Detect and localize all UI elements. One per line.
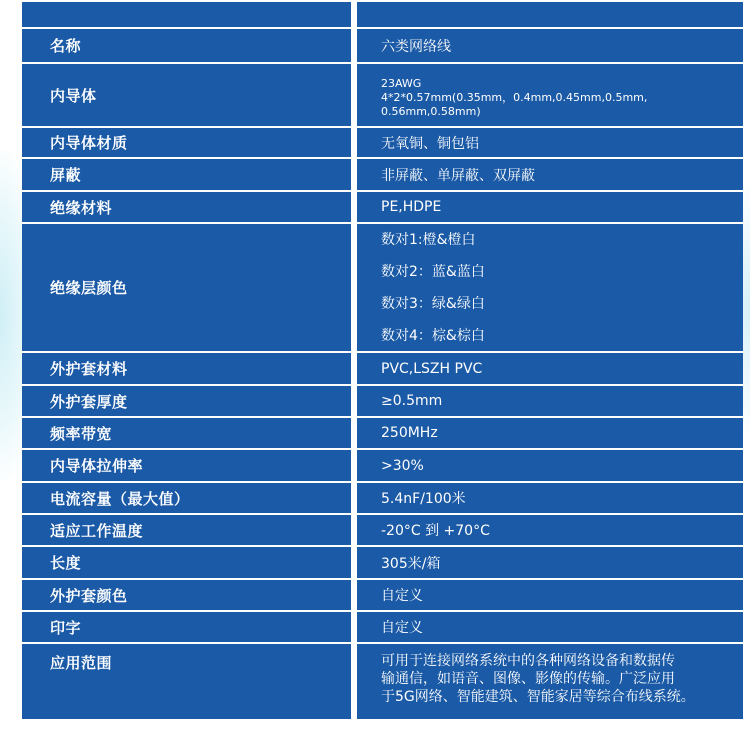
row-value: >30%: [381, 457, 424, 474]
value-line: 数对1:橙&橙白: [381, 231, 476, 248]
row-label: 印字: [50, 618, 82, 637]
row-label: 适应工作温度: [50, 521, 144, 540]
row-label: 电流容量（最大值）: [50, 489, 190, 508]
row-value: PVC,LSZH PVC: [381, 360, 483, 377]
value-line: 输通信，如语音、图像、影像的传输。广泛应用: [381, 671, 675, 687]
table-row: [0, 418, 750, 448]
table-row: [0, 644, 750, 719]
row-divider: [22, 0, 743, 2]
row-label: 名称: [50, 37, 82, 55]
row-value: -20°C 到 +70°C: [381, 523, 490, 539]
row-value: [381, 77, 647, 119]
row-value: [381, 224, 485, 352]
row-label: 外护套材料: [50, 360, 128, 378]
value-line: 数对2：蓝&蓝白: [381, 263, 485, 280]
value-line: 于5G网络、智能建筑、智能家居等综合布线系统。: [381, 689, 695, 705]
row-value: [381, 652, 731, 706]
table-row: [0, 29, 750, 62]
value-line: 可用于连接网络系统中的各种网络设备和数据传: [381, 653, 675, 669]
row-value: 自定义: [381, 588, 423, 604]
value-line: 23AWG: [381, 77, 422, 90]
row-label: 绝缘材料: [50, 198, 113, 217]
row-value: PE,HDPE: [381, 199, 442, 215]
row-label: 外护套颜色: [50, 586, 128, 605]
row-value: ≥0.5mm: [381, 393, 443, 409]
value-line: 4*2*0.57mm(0.35mm，0.4mm,0.45mm,0.5mm,: [381, 91, 648, 104]
row-label: 内导体拉伸率: [50, 457, 144, 475]
value-line: 数对4：棕&棕白: [381, 327, 485, 344]
table-row: [0, 224, 750, 351]
row-label: 外护套厚度: [50, 392, 128, 411]
table-row: [0, 450, 750, 481]
table-row: [0, 64, 750, 126]
row-value: 250MHz: [381, 425, 438, 441]
row-label: 频率带宽: [50, 424, 113, 443]
table-row: [0, 612, 750, 642]
table-row: [0, 515, 750, 545]
row-value: 5.4nF/100米: [381, 491, 466, 507]
value-line: 0.56mm,0.58mm): [381, 105, 481, 118]
row-label: 屏蔽: [50, 166, 82, 184]
row-label: 长度: [50, 554, 82, 572]
table-row: [0, 547, 750, 578]
row-value: 无氧铜、铜包铝: [381, 135, 479, 152]
table-row: [0, 483, 750, 513]
table-row: [0, 580, 750, 610]
row-value: 非屏蔽、单屏蔽、双屏蔽: [381, 167, 535, 184]
table-row: [0, 353, 750, 384]
value-line: 数对3：绿&绿白: [381, 295, 485, 312]
row-label: 绝缘层颜色: [50, 279, 128, 297]
table-row: [0, 159, 750, 190]
row-label: 应用范围: [50, 654, 113, 672]
row-label: 内导体材质: [50, 134, 128, 152]
row-value: 自定义: [381, 620, 423, 636]
row-value: 六类网络线: [381, 38, 451, 55]
table-row: [0, 192, 750, 222]
table-row: [0, 128, 750, 157]
row-value: 305米/箱: [381, 555, 441, 572]
table-row: [0, 386, 750, 416]
row-label: 内导体: [50, 86, 97, 105]
